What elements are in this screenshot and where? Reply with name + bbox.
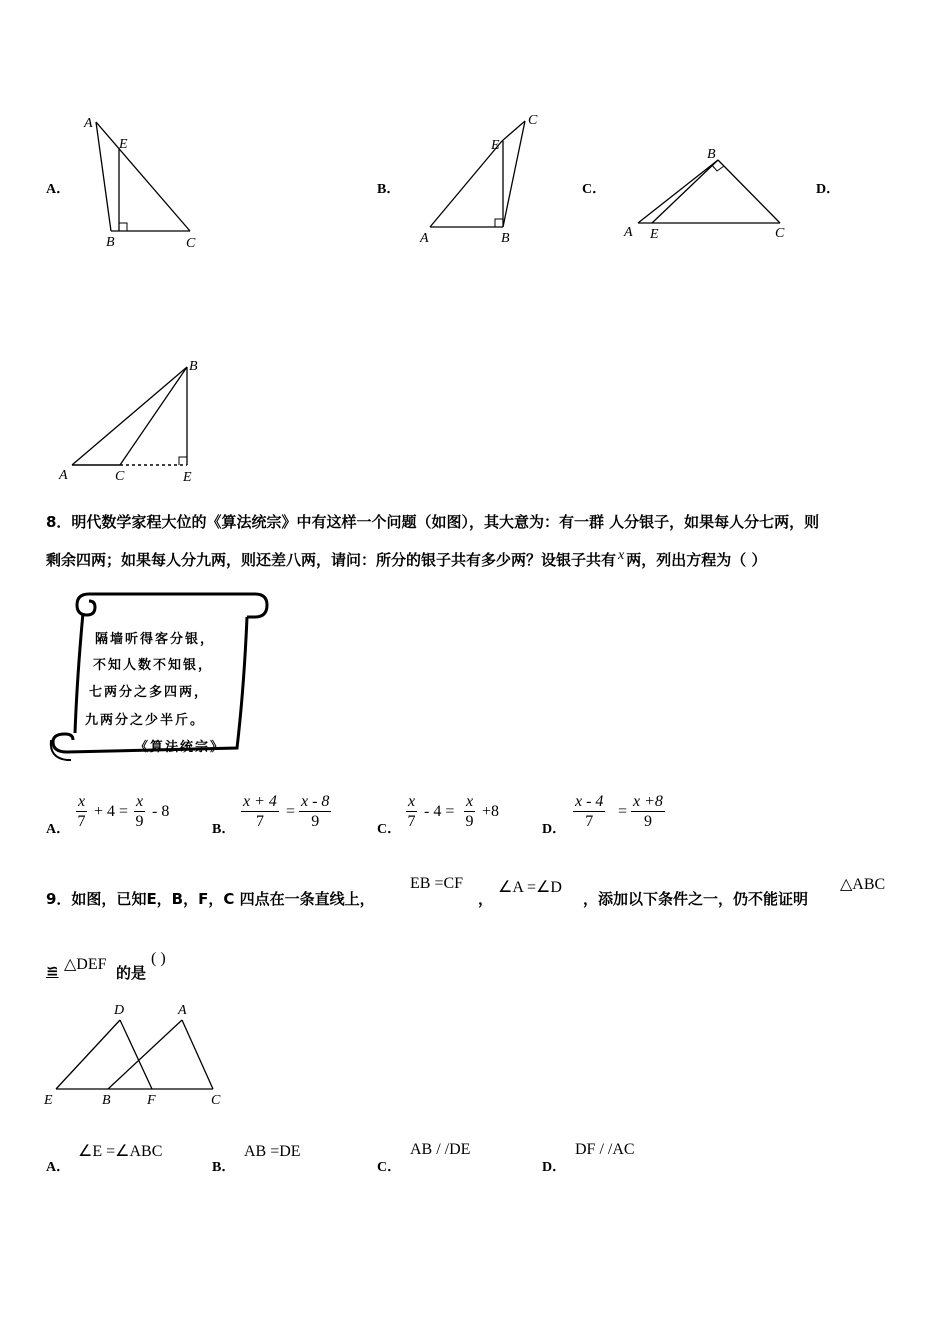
q8b-right-frac [299,792,331,831]
scroll-line-2: 不知人数不知银， [93,658,214,673]
q9-triangle-abc: △ABC [840,876,886,893]
q9-stem-prefix: 9．如图，已知E，B，F，C 四点在一条直线上， [46,890,375,908]
q8a-l-den: 7 [77,813,86,830]
q8a-right-frac [134,792,145,831]
q9-label-b: B [102,1093,111,1108]
q7c-label-c: C [775,226,785,241]
q9-option-a-text: ∠E =∠ABC [78,1143,163,1160]
q8d-left-frac [573,792,605,831]
q8a-l-op: + 4 = [94,803,129,820]
q8b-r-num: x - 8 [301,793,330,810]
q7-option-c-label[interactable]: C． [582,182,607,197]
q9-cond-angle: ∠A =∠D [498,879,562,896]
q8-option-b-label[interactable]: B． [212,822,236,837]
q7-figure-d [55,355,215,487]
q8-stem-line1: 8．明代数学家程大位的《算法统宗》中有这样一个问题（如图），其大意为：有一群 人分银子，如果每人分七两，则 [46,513,820,531]
q8c-l-op: - 4 = [424,803,455,820]
q7c-label-a: A [624,225,633,240]
q8b-r-den: 9 [311,813,320,830]
q9-label-c: C [211,1093,221,1108]
q7-figure-b [412,104,547,246]
q9-option-a-label[interactable]: A． [46,1160,71,1175]
q7b-label-e: E [491,138,500,153]
q8d-l-den: 7 [585,813,594,830]
q8b-left-frac [241,792,279,831]
scroll-line-1: 隔墙听得客分银， [95,632,216,647]
q8c-left-frac [406,792,417,831]
q7c-label-b: B [707,147,716,162]
q8c-r-den: 9 [465,813,474,830]
q8-stem-line2-pre: 剩余四两；如果每人分九两，则还差八两，请问：所分的银子共有多少两？设银子共有 [46,551,617,569]
q9-label-d: D [114,1003,125,1018]
q7-option-b-label[interactable]: B． [377,182,401,197]
q8d-r-num: x +8 [633,793,663,810]
q9-option-c-label[interactable]: C． [377,1160,402,1175]
q8d-eq: = [618,803,628,820]
q8c-r-op: +8 [482,803,500,820]
q7b-label-c: C [528,113,538,128]
suanfa-tongzong-scroll [47,588,269,768]
q8b-l-num: x + 4 [243,793,277,810]
q9-stem-middle: ，添加以下条件之一，仍不能证明 [583,890,809,908]
q8b-eq: = [286,803,296,820]
q7-option-a-label[interactable]: A． [46,182,71,197]
scroll-line-4: 九两分之少半斤。 [85,713,206,728]
q7-figure-a [78,110,213,252]
q9-option-d-label[interactable]: D． [542,1160,567,1175]
q7a-label-c: C [186,236,196,251]
scroll-line-5: 《算法统宗》 [135,740,226,755]
q7a-label-a: A [84,116,93,131]
q9-label-e: E [44,1093,53,1108]
q8a-r-op: - 8 [152,803,170,820]
q7d-label-b: B [189,359,198,374]
q9-option-b-label[interactable]: B． [212,1160,236,1175]
q7d-label-a: A [59,468,68,483]
q8c-right-frac [464,792,475,831]
q7b-label-a: A [420,231,429,246]
q8c-l-num: x [408,793,416,810]
q7-option-d-label[interactable]: D． [816,182,841,197]
q9-answer-paren: ( ) [151,950,166,967]
q9-congruent-symbol: ≌ [46,962,59,980]
q9-stem-suffix: 的是 [116,964,147,982]
q8d-l-num: x - 4 [575,793,604,810]
q8a-left-frac [76,792,87,831]
q9-figure [40,998,240,1114]
q8c-r-num: x [466,793,474,810]
q9-comma: ， [478,890,494,908]
q8b-l-den: 7 [255,813,264,830]
q8-stem-line2 [46,549,766,570]
scroll-line-3: 七两分之多四两， [89,685,210,700]
q8-option-d-label[interactable]: D． [542,822,567,837]
q8a-l-num: x [78,793,86,810]
q7a-label-e: E [119,137,128,152]
q8d-r-den: 9 [643,813,652,830]
q7d-label-e: E [183,470,192,485]
q8-option-a-label[interactable]: A． [46,822,71,837]
q8d-right-frac [631,792,665,831]
q8-option-c-label[interactable]: C． [377,822,402,837]
q7-figure-c [618,140,798,244]
q9-cond-eb-cf: EB =CF [410,875,464,892]
q9-option-c-text: AB / /DE [410,1141,471,1158]
q9-label-a: A [178,1003,187,1018]
q8-stem-line2-post: 两，列出方程为（ ） [626,551,767,569]
q8a-r-den: 9 [135,813,144,830]
q9-option-b-text: AB =DE [244,1143,301,1160]
q8-var-x: x [618,548,625,563]
q9-label-f: F [147,1093,156,1108]
q7c-label-e: E [650,227,659,242]
q9-triangle-def: △DEF [64,956,107,973]
q8c-l-den: 7 [407,813,416,830]
q7d-label-c: C [115,469,125,484]
q7b-label-b: B [501,231,510,246]
q7a-label-b: B [106,235,115,250]
q8a-r-num: x [136,793,144,810]
q9-option-d-text: DF / /AC [575,1141,635,1158]
